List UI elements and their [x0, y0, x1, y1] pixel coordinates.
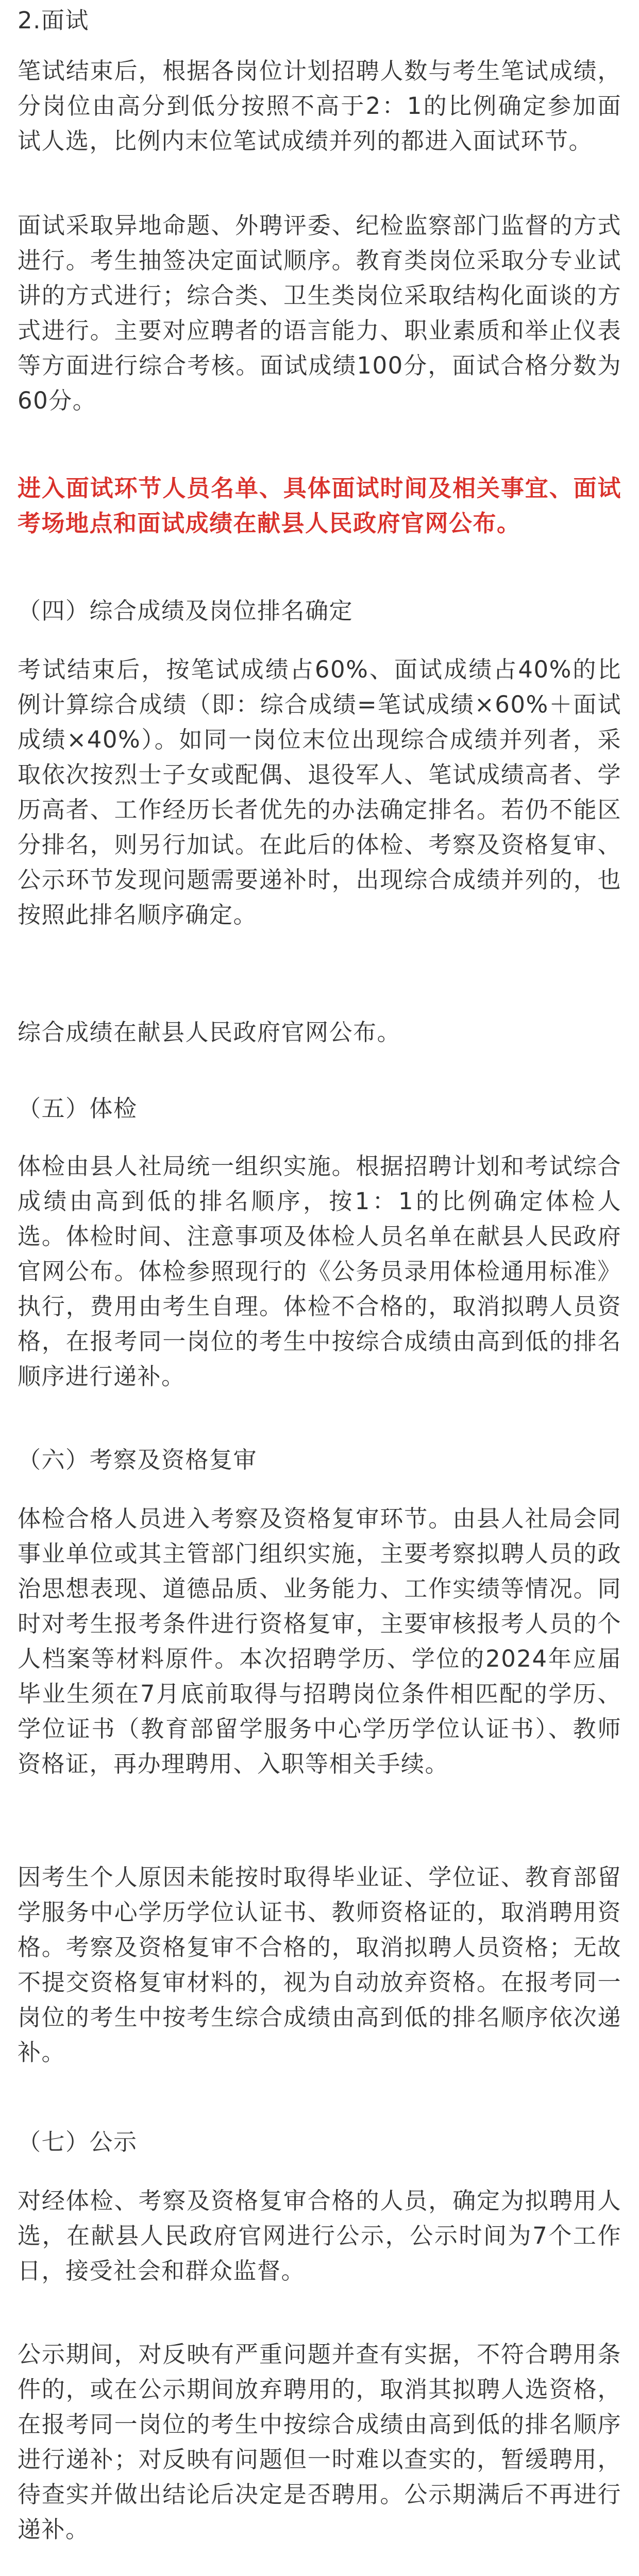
review-paragraph-2: 因考生个人原因未能按时取得毕业证、学位证、教育部留学服务中心学历学位认证书、教师资格证的，取消聘用资格。考察及资格复审不合格的，取消拟聘人员资格；无故不提交资格复审材料的，视为自动放弃资格。在报考同一岗位的考生中按考生综合成绩由高到低的排名顺序依次递补。 — [18, 1863, 621, 2066]
medical-paragraph-1: 体检由县人社局统一组织实施。根据招聘计划和考试综合成绩由高到低的排名顺序，按1：1的比例确定体检人选。体检时间、注意事项及体检人员名单在献县人民政府官网公布。体检参照现行的《公务员录用体检通用标准》执行，费用由考生自理。体检不合格的，取消拟聘人员资格，在报考同一岗位的考生中按综合成绩由高到低的排名顺序进行递补。 — [18, 1153, 621, 1390]
section-review-title: （六）考察及资格复审 — [18, 1446, 258, 1473]
interview-notice-red: 进入面试环节人员名单、具体面试时间及相关事宜、面试考场地点和面试成绩在献县人民政府官网公布。 — [18, 474, 621, 537]
section-ranking-title: （四）综合成绩及岗位排名确定 — [18, 597, 354, 624]
ranking-paragraph-1: 考试结束后，按笔试成绩占60%、面试成绩占40%的比例计算综合成绩（即：综合成绩=笔试成绩×60%＋面试成绩×40%）。如同一岗位末位出现综合成绩并列者，采取依次按烈士子女或配偶、退役军人、笔试成绩高者、学历高者、工作经历长者优先的办法确定排名。若仍不能区分排名，则另行加试。在此后的体检、考察及资格复审、公示环节发现问题需要递补时，出现综合成绩并列的，也按照此排名顺序确定。 — [18, 656, 621, 928]
ranking-paragraph-2: 综合成绩在献县人民政府官网公布。 — [18, 1019, 401, 1046]
interview-paragraph-2: 面试采取异地命题、外聘评委、纪检监察部门监督的方式进行。考生抽签决定面试顺序。教育类岗位采取分专业试讲的方式进行；综合类、卫生类岗位采取结构化面谈的方式进行。主要对应聘者的语言能力、职业素质和举止仪表等方面进行综合考核。面试成绩100分，面试合格分数为60分。 — [18, 212, 621, 414]
section-publicity-title: （七）公示 — [18, 2128, 138, 2156]
section-interview-title: 2.面试 — [18, 7, 89, 34]
publicity-paragraph-2: 公示期间，对反映有严重问题并查有实据，不符合聘用条件的，或在公示期间放弃聘用的，取消其拟聘人选资格，在报考同一岗位的考生中按综合成绩由高到低的排名顺序进行递补；对反映有问题但一时难以查实的，暂缓聘用，待查实并做出结论后决定是否聘用。公示期满后不再进行递补。 — [18, 2341, 621, 2543]
review-paragraph-1: 体检合格人员进入考察及资格复审环节。由县人社局会同事业单位或其主管部门组织实施，主要考察拟聘人员的政治思想表现、道德品质、业务能力、工作实绩等情况。同时对考生报考条件进行资格复审，主要审核报考人员的个人档案等材料原件。本次招聘学历、学位的2024年应届毕业生须在7月底前取得与招聘岗位条件相匹配的学历、学位证书（教育部留学服务中心学历学位认证书）、教师资格证，再办理聘用、入职等相关手续。 — [18, 1505, 621, 1777]
publicity-paragraph-1: 对经体检、考察及资格复审合格的人员，确定为拟聘用人选，在献县人民政府官网进行公示，公示时间为7个工作日，接受社会和群众监督。 — [18, 2187, 621, 2284]
interview-paragraph-1: 笔试结束后，根据各岗位计划招聘人数与考生笔试成绩，分岗位由高分到低分按照不高于2：1的比例确定参加面试人选，比例内末位笔试成绩并列的都进入面试环节。 — [18, 57, 621, 155]
section-medical-title: （五）体检 — [18, 1095, 138, 1122]
